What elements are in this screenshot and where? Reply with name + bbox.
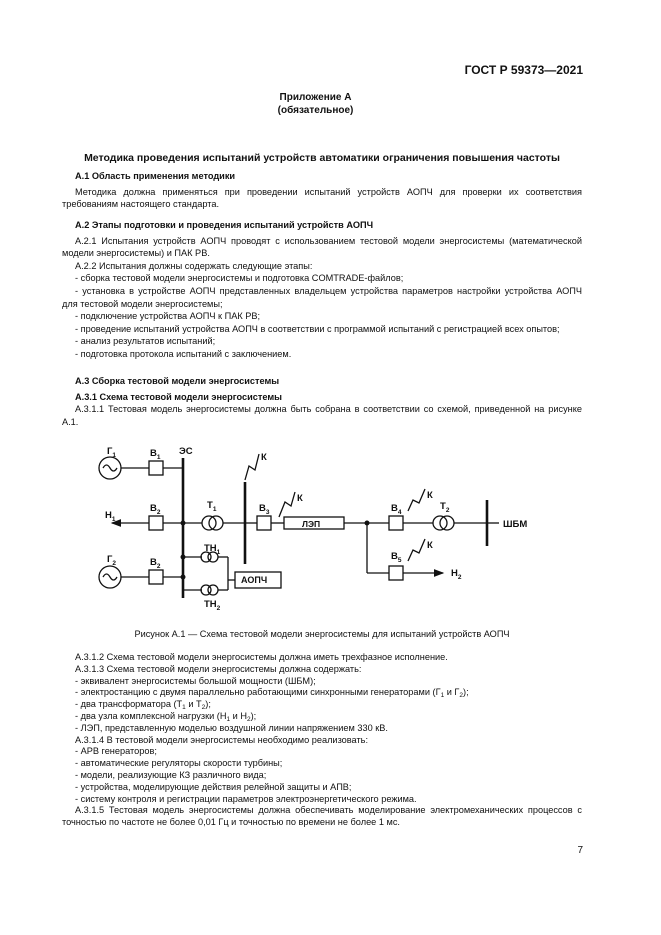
label-k-line: К (297, 493, 303, 504)
list-item: - установка в устройстве АОПЧ представленных владельцем устройства параметров настройки устройства АОПЧ для тестовой модели энергосистемы; (62, 285, 582, 309)
list-item: - подключение устройства АОПЧ к ПАК РВ; (75, 311, 261, 322)
label-b1: $В_1$ (150, 448, 161, 461)
label-t1: $Т_1$ (207, 500, 217, 513)
label-g1: $Г_1$ (107, 446, 117, 459)
label-g2: $Г_2$ (107, 554, 117, 567)
label-b2-gen: $В_2$ (150, 557, 161, 570)
power-system-diagram (95, 440, 535, 612)
section-a3 (62, 375, 582, 428)
label-b4: $В_4$ (391, 503, 402, 516)
breaker-b3 (257, 516, 271, 530)
label-k-b5: К (427, 540, 433, 551)
section-a3-continued (62, 652, 582, 829)
label-tn2: $ТН_2$ (204, 599, 221, 612)
label-b2-load: $В_2$ (150, 503, 161, 516)
label-aopch: АОПЧ (241, 575, 268, 585)
breaker-b4 (389, 516, 403, 530)
paragraph-a3-1-1: А.3.1.1 Тестовая модель энергосистемы должна быть собрана в соответствии со схемой, приведенной на рисунке А.1. (62, 404, 582, 427)
breaker-b5 (389, 566, 403, 580)
list-item: - проведение испытаний устройства АОПЧ в соответствии с программой испытаний с регистрацией всех опытов; (75, 323, 560, 334)
label-tn1: $ТН_1$ (204, 543, 221, 556)
section-a1 (62, 170, 582, 211)
paragraph-a3-1-3: А.3.1.3 Схема тестовой модели энергосистемы должна содержать: (75, 663, 362, 674)
label-es: ЭС (179, 446, 193, 457)
list-item: - анализ результатов испытаний; (75, 336, 216, 347)
list-item: - автоматические регуляторы скорости турбины; (75, 758, 283, 769)
paragraph-a3-1-4: А.3.1.4 В тестовой модели энергосистемы необходимо реализовать: (75, 734, 369, 745)
list-item: - устройства, моделирующие действия релейной защиты и АПВ; (75, 781, 352, 792)
label-h2: $Н_2$ (451, 568, 462, 581)
list-item: - эквивалент энергосистемы большой мощности (ШБМ); (75, 675, 316, 686)
section-a3-heading: А.3 Сборка тестовой модели энергосистемы (75, 376, 280, 386)
label-t2: $Т_2$ (440, 501, 450, 514)
list-item: - модели, реализующие КЗ различного вида; (75, 769, 267, 780)
figure-caption: Рисунок А.1 — Схема тестовой модели энергосистемы для испытаний устройств АОПЧ (134, 629, 510, 639)
breaker-b1 (149, 461, 163, 475)
section-a1-heading: А.1 Область применения методики (75, 171, 236, 181)
section-a1-text: Методика должна применяться при проведении испытаний устройств АОПЧ для проверки их соответствия требованиям настоящего стандарта. (62, 186, 582, 210)
section-a2-heading: А.2 Этапы подготовки и проведения испытаний устройств АОПЧ (75, 220, 374, 230)
breaker-b2-gen (149, 570, 163, 584)
label-shbm: ШБМ (503, 519, 528, 530)
fault-k-line (279, 492, 295, 517)
list-item: - два узла комплексной нагрузки ($Н_1$ и $Н_2$); (75, 710, 257, 723)
fault-k-bus (245, 454, 259, 480)
fault-k-b5 (408, 539, 425, 561)
standard-number: ГОСТ Р 59373—2021 (464, 63, 583, 77)
label-b5: $В_5$ (391, 551, 402, 564)
list-item: - сборка тестовой модели энергосистемы и подготовка COMTRADE-файлов; (75, 273, 404, 284)
label-k-b4: К (427, 490, 433, 501)
list-item: - ЛЭП, представленную моделью воздушной линии напряжением 330 кВ. (75, 722, 388, 733)
list-item: - два трансформатора ($Т_1$ и $Т_2$); (75, 699, 211, 712)
list-item: - АРВ генераторов; (75, 746, 157, 757)
label-k-bus: К (261, 452, 267, 463)
paragraph-a2-1: А.2.1 Испытания устройств АОПЧ проводят с использованием тестовой модели энергосистемы (математической модели энергосистемы) и ПАК РВ. (62, 235, 582, 259)
annex-status: (обязательное) (277, 105, 354, 116)
paragraph-a3-1-2: А.3.1.2 Схема тестовой модели энергосистемы должна иметь трехфазное исполнение. (75, 652, 448, 662)
list-item: - подготовка протокола испытаний с заключением. (75, 348, 292, 359)
section-a3-1-heading: А.3.1 Схема тестовой модели энергосистемы (75, 391, 282, 402)
paragraph-a3-1-5: А.3.1.5 Тестовая модель энергосистемы должна обеспечивать моделирование электромеханических процессов с точностью по частоте не более 0,01 Гц и точностью по времени не более 1 мс. (62, 805, 582, 828)
list-item: - систему контроля и регистрации параметров электроэнергетического режима. (75, 793, 417, 804)
breaker-b2-load (149, 516, 163, 530)
paragraph-a2-2: А.2.2 Испытания должны содержать следующие этапы: (75, 260, 313, 271)
page-number: 7 (577, 845, 583, 856)
label-b3: $В_3$ (259, 503, 270, 516)
annex-title: Приложение А (279, 92, 352, 103)
main-title: Методика проведения испытаний устройств автоматики ограничения повышения частоты (84, 152, 560, 164)
fault-k-b4 (408, 489, 425, 511)
label-lep: ЛЭП (302, 519, 321, 529)
section-a2 (62, 219, 582, 361)
label-h1: $Н_1$ (105, 510, 116, 523)
list-item: - электростанцию с двумя параллельно работающими синхронными генераторами ($Г_1$ и $Г_2$); (75, 687, 469, 700)
